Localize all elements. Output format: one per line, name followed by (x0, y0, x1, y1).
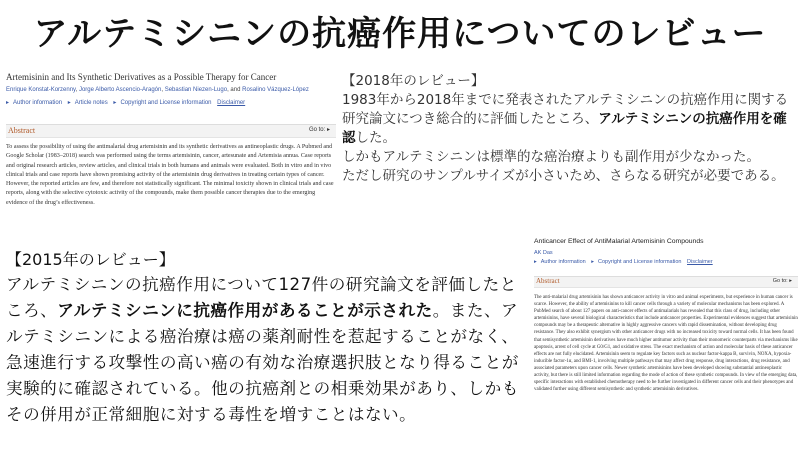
emphasis-text: アルテミシニンに抗癌作用があることが示された (57, 301, 433, 320)
abstract-text: To assess the possibility of using the antimalarial drug artemisinin and its synthetic derivatives as antineoplastic drugs. A Pubmed and Google Scholar (1983–2018) search was performed using the terms artemisinin, cancer, artesunate and Artemisia annua. Case reports and original research articles, review articles, and clinical trials in both humans and animals were evaluated. Both in vitro and in vivo clinical trials and case reports have shown promising activity of the artemisinin drug derivatives in treating certain types of cancer. However, the reported articles are few, and therefore not statistically significant. The minimal toxicity shown in clinical trials and case reports, along with the selective cytotoxic activity of the compounds, make them possible cancer therapies due to the emerging evidence of the drug’s effectiveness. (6, 144, 334, 206)
article-meta-links (534, 259, 717, 265)
goto-button[interactable]: Go to: ▸ (308, 127, 330, 133)
article-notes-link[interactable]: Article notes (74, 100, 108, 106)
abstract-heading: Abstract (536, 277, 560, 285)
abstract-heading: Abstract (8, 126, 36, 135)
paper-2018-snippet (0, 66, 340, 256)
review-2015-heading: 【2015年のレビュー】 (6, 250, 175, 269)
author-link[interactable]: Sebastian Niezen-Lugo (164, 87, 228, 93)
review-2015-box (0, 246, 532, 450)
author-link[interactable]: Rosalino Vázquez-López (242, 87, 309, 93)
abstract-header-bar (6, 124, 336, 138)
author-link[interactable]: Jorge Alberto Ascencio-Aragón (78, 87, 162, 93)
copyright-link[interactable]: Copyright and License information (120, 100, 212, 106)
disclaimer-link[interactable]: Disclaimer (217, 100, 246, 106)
meta-arrow-icon: ▸ (67, 100, 71, 106)
review-2018-box (342, 72, 796, 186)
abstract-text: The anti-malarial drug artemisinin has shown anticancer activity in vitro and animal experiments, but experience in human cancer is scarce. However, the ability of artemisinins to kill cancer cells through a variety of molecular mechanisms has been explored. A PubMed search of about 127 papers on anti-cancer effects of antimalarials has revealed that this class of drug, including other artemisinins, have several biological characteristics that include anticancer properties. Experimental evidences suggest that artemisinin compounds may be a therapeutic alternative in highly aggressive cancers with rapid dissemination, without developing drug resistance. They also exhibit synergism with other anticancer drugs with no increased toxicity toward normal cells. It has been found that semisynthetic artemisinin derivatives have much higher antitumor activity than their monomeric counterparts via mechanisms like apoptosis, arrest of cell cycle at G0/G1, and oxidative stress. The exact mechanism of action and molecular basis of these anticancer effects are not fully elucidated. Artemisinin seem to regulate key factors such as nuclear factor-kappa B, survivin, NOXA, hypoxia-inducible factor-1α, and BMI-1, involving multiple pathways that may affect drug response, drug interactions, drug resistance, and associated parameters upon cancer cells. Newer synthetic artemisinins have been developed showing substantial antineoplastic activity, but there is still limited information regarding the mode of action of these synthetic compounds. In view of the emerging data, specific interactions with established chemotherapy need to be further investigated in different cancer cells and their phenotypes and validated further using different semisynthetic and synthetic artemisinin derivatives. (534, 295, 798, 393)
author-and: and (230, 87, 241, 93)
review-2018-heading: 【2018年のレビュー】 (342, 73, 485, 89)
review-2018-para2: しかもアルテミシニンは標準的な癌治療よりも副作用が少なかった。 (342, 149, 760, 165)
paper-title: Artemisinin and Its Synthetic Derivatives as a Possible Therapy for Cancer (6, 72, 277, 82)
paper-2015-snippet (530, 232, 800, 450)
review-2015-para: アルテミシニンの抗癌作用について127件の研究論文を評価したところ、アルテミシニンに抗癌作用があることが示された。また、アルテミシニンによる癌治療は癌の薬剤耐性を惹起することがなく、急速進行する攻撃性の高い癌の有効な治療選択肢となり得ることが実験的に確認されている。他の抗癌剤との相乗効果があり、しかもその併用が正常細胞に対する毒性を増すことはない。 (6, 275, 519, 424)
meta-arrow-icon: ▸ (591, 259, 595, 265)
meta-arrow-icon: ▸ (534, 259, 537, 265)
goto-button[interactable]: Go to: ▸ (772, 278, 792, 284)
abstract-header-bar (534, 276, 798, 288)
paper-title: Anticancer Effect of AntiMalarial Artemisinin Compounds (534, 238, 704, 245)
author-link[interactable]: Enrique Konstat-Korzenny (6, 87, 76, 93)
review-2018-para1: 1983年から2018年までに発表されたアルテミシニンの抗癌作用に関する研究論文につき総合的に評価したところ、アルテミシニンの抗癌作用を確認した。 (342, 92, 789, 146)
author-list: Enrique Konstat-Korzenny, Jorge Alberto Ascencio-Aragón, Sebastian Niezen-Lugo, and Rosalino Vázquez-López (6, 87, 309, 93)
review-2018-para3: ただし研究のサンプルサイズが小さいため、さらなる研究が必要である。 (342, 168, 785, 184)
copyright-link[interactable]: Copyright and License information (598, 259, 682, 265)
slide-title: アルテミシニンの抗癌作用についてのレビュー (33, 14, 767, 54)
author-information-link[interactable]: Author information (13, 100, 63, 106)
disclaimer-link[interactable]: Disclaimer (687, 259, 713, 265)
author-information-link[interactable]: Author information (540, 259, 586, 265)
author-link[interactable]: AK Das (534, 250, 553, 256)
meta-arrow-icon: ▸ (113, 100, 117, 106)
article-meta-links (6, 99, 249, 106)
meta-arrow-icon: ▸ (6, 100, 10, 106)
emphasis-text: アルテミシニンの抗癌作用を確認 (342, 111, 787, 146)
